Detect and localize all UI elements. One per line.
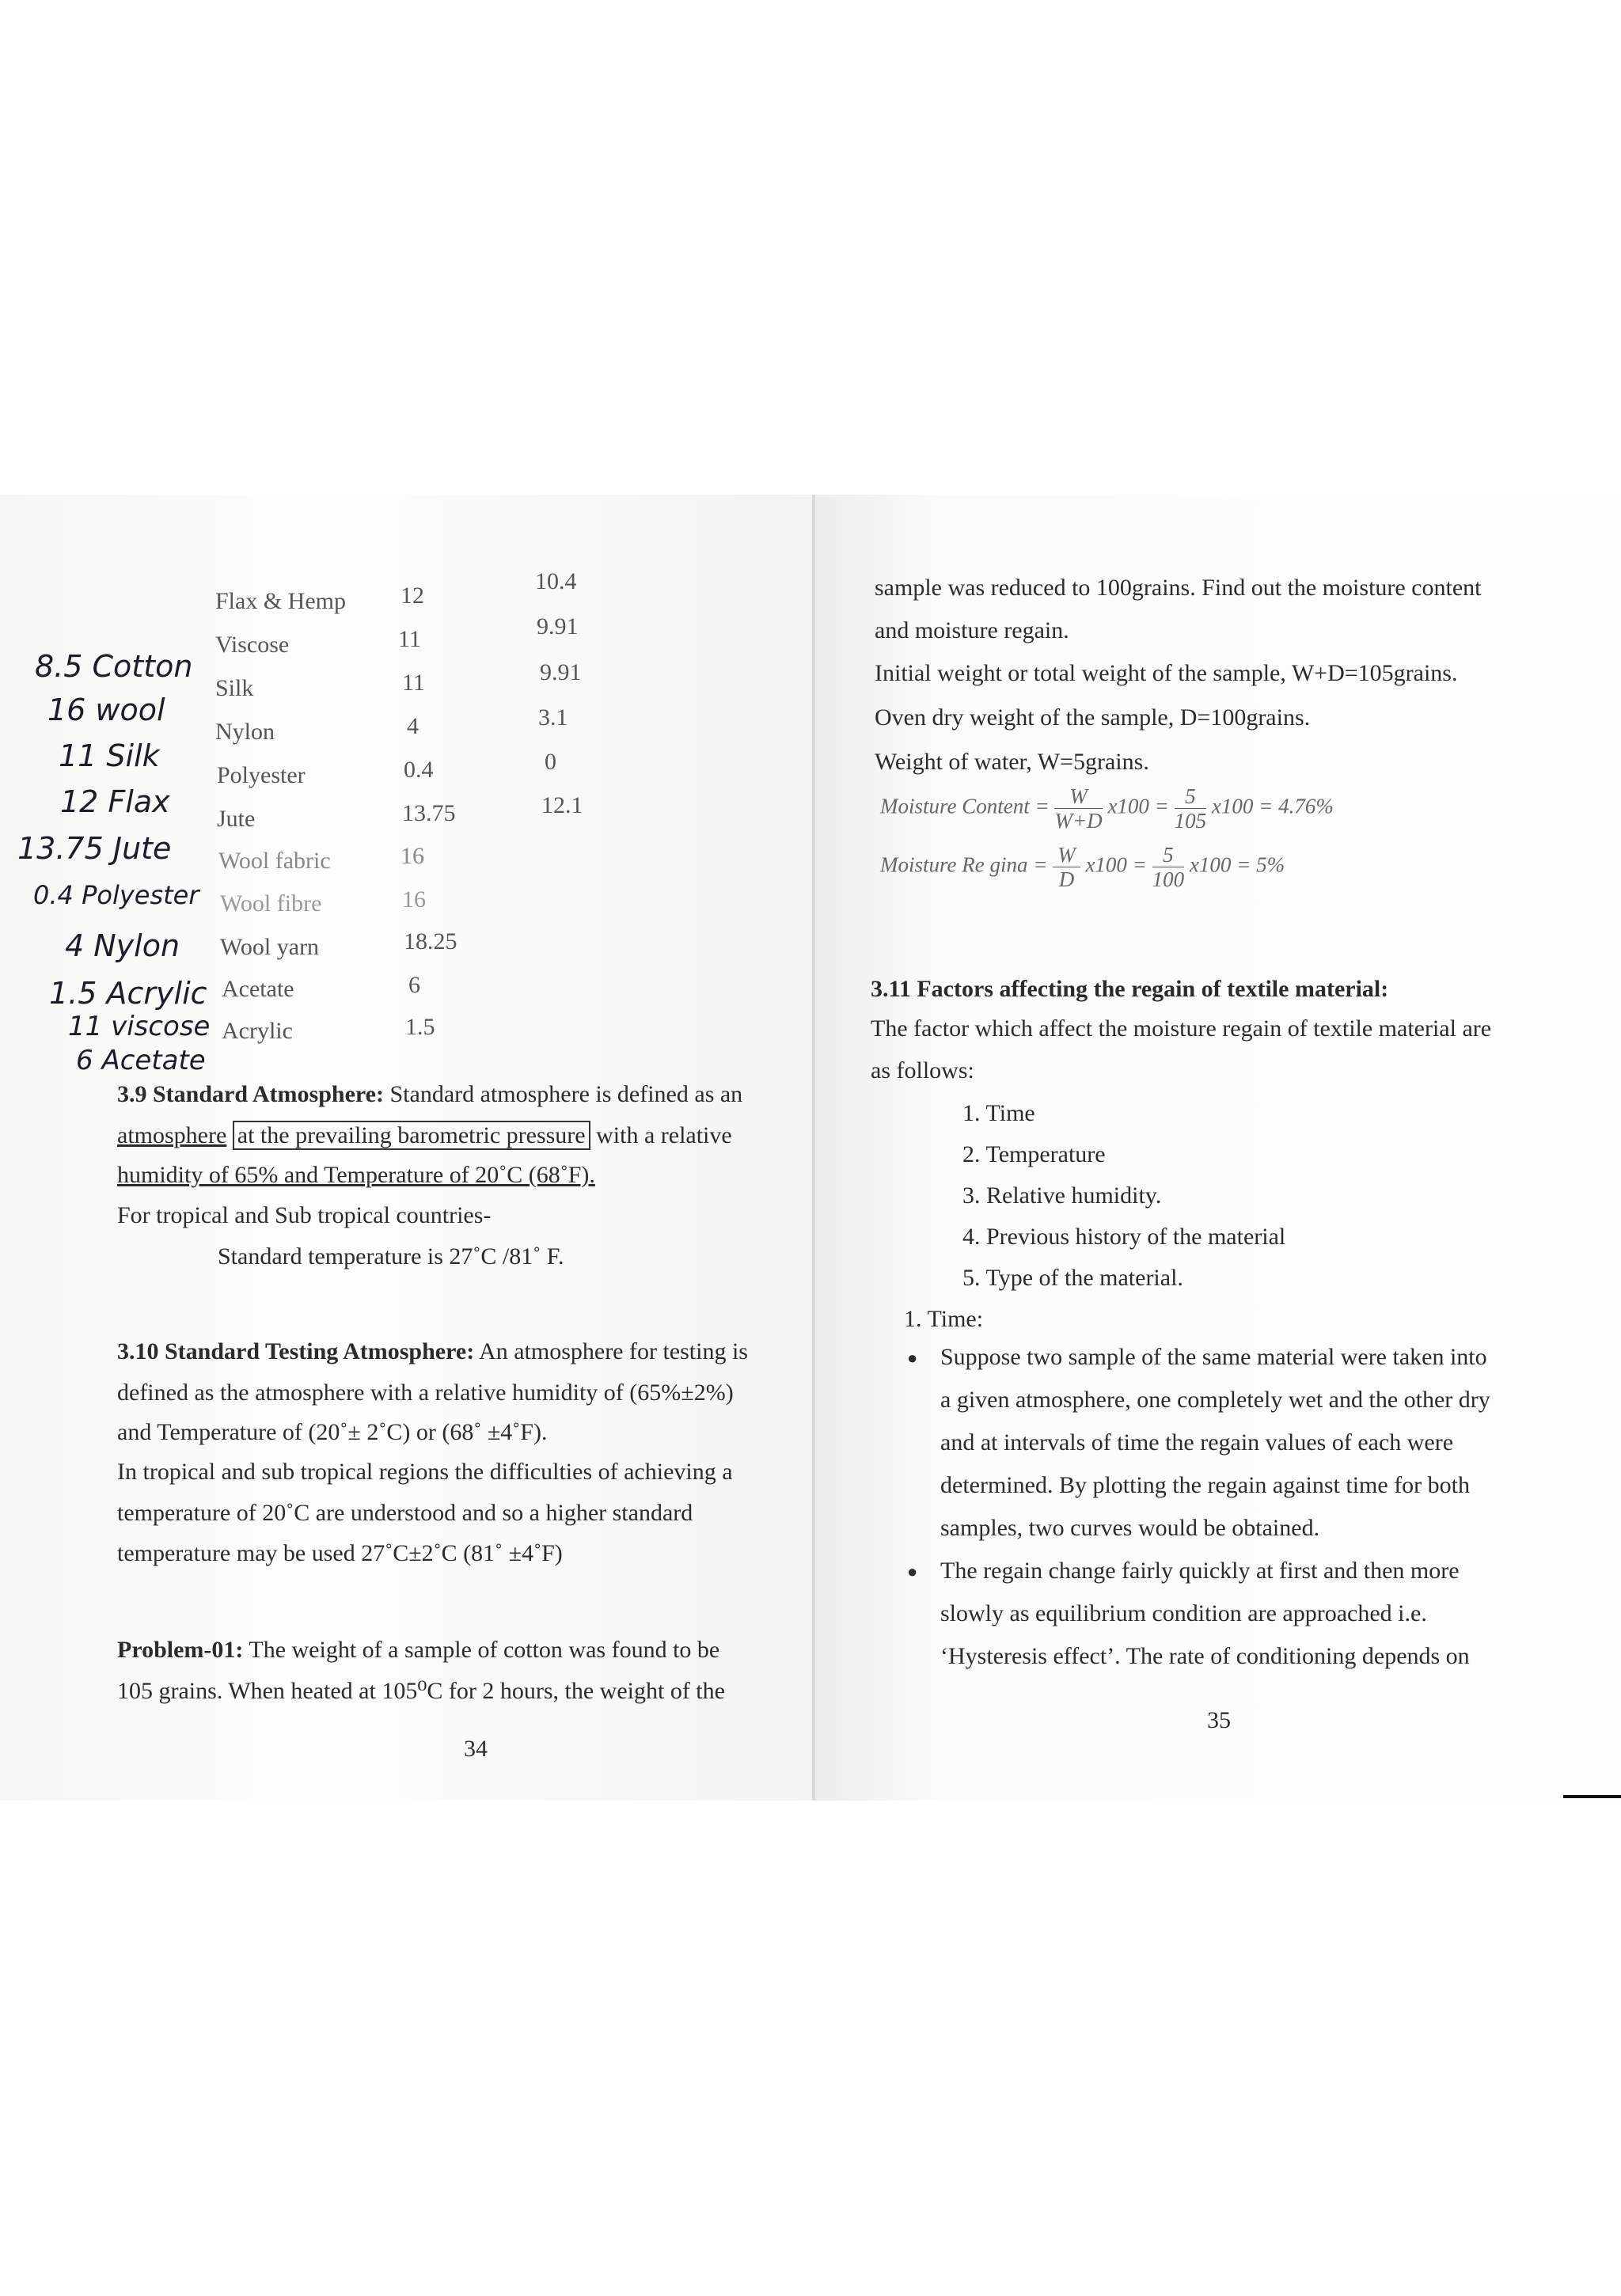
- divider: [1563, 1795, 1621, 1798]
- section-3-9-line-3: humidity of 65% and Temperature of 20˚C (68˚F).: [117, 1162, 595, 1188]
- fibre-name: Jute: [217, 806, 256, 832]
- handwritten-note: 11 Silk: [59, 738, 160, 773]
- bullet-text: slowly as equilibrium condition are approached i.e.: [940, 1600, 1427, 1626]
- section-text: An atmosphere for testing is: [479, 1338, 748, 1364]
- moisture-regain-formula: [880, 843, 1285, 891]
- fibre-value-2: 10.4: [535, 568, 577, 594]
- text-line: Weight of water, W=5grains.: [875, 749, 1149, 775]
- formula-fraction: [1152, 843, 1185, 891]
- bullet-text: Suppose two sample of the same material were taken into: [940, 1344, 1487, 1370]
- bullet-text: samples, two curves would be obtained.: [940, 1515, 1320, 1541]
- section-3-10-line-4: In tropical and sub tropical regions the difficulties of achieving a: [117, 1459, 733, 1485]
- handwritten-note: 16 wool: [47, 693, 165, 727]
- formula-fraction: [1175, 784, 1207, 833]
- fibre-value-2: 0: [545, 749, 556, 775]
- fibre-value-1: 4: [407, 713, 419, 739]
- formula-result: x100 = 5%: [1189, 852, 1285, 877]
- text-line: and moisture regain.: [875, 617, 1069, 643]
- text-line: Oven dry weight of the sample, D=100grains.: [875, 704, 1311, 731]
- fraction-numerator: 5: [1175, 784, 1207, 809]
- left-page: [0, 495, 815, 1801]
- fibre-value-1: 12: [401, 583, 424, 609]
- fibre-value-1: 1.5: [405, 1014, 435, 1040]
- fibre-value-2: 12.1: [541, 792, 583, 818]
- fibre-value-1: 18.25: [404, 928, 457, 954]
- formula-label: Moisture Re gina =: [880, 852, 1048, 877]
- problem-heading: Problem-01:: [117, 1637, 244, 1663]
- fibre-name: Wool fabric: [218, 848, 331, 874]
- section-heading: 3.10 Standard Testing Atmosphere:: [117, 1338, 475, 1364]
- section-heading: 3.9 Standard Atmosphere:: [117, 1081, 384, 1107]
- fraction-numerator: W: [1054, 784, 1102, 809]
- section-3-9-line-4: For tropical and Sub tropical countries-: [117, 1202, 492, 1228]
- problem-line-1: [117, 1634, 719, 1666]
- fibre-value-2: 9.91: [537, 613, 579, 639]
- formula-operator: x100 =: [1107, 794, 1169, 818]
- fibre-name: Acrylic: [222, 1018, 293, 1044]
- section-3-11-text: The factor which affect the moisture regain of textile material are: [871, 1015, 1492, 1042]
- bullet-text: ‘Hysteresis effect’. The rate of conditioning depends on: [940, 1643, 1470, 1669]
- section-3-9-line-5: Standard temperature is 27˚C /81˚ F.: [218, 1243, 564, 1269]
- section-3-10-line-2: defined as the atmosphere with a relative humidity of (65%±2%): [117, 1379, 734, 1406]
- fibre-name: Acetate: [222, 976, 294, 1002]
- moisture-content-formula: [880, 784, 1334, 833]
- time-subheading: 1. Time:: [904, 1306, 984, 1332]
- bullet-icon: ●: [907, 1348, 918, 1368]
- fraction-denominator: D: [1058, 867, 1075, 891]
- factor-item: 2. Temperature: [962, 1141, 1106, 1167]
- fibre-value-1: 0.4: [404, 757, 434, 783]
- formula-label: Moisture Content =: [880, 794, 1050, 818]
- bullet-text: a given atmosphere, one completely wet and the other dry: [940, 1387, 1490, 1413]
- section-3-9-line-2: [117, 1120, 732, 1152]
- factor-item: 5. Type of the material.: [962, 1265, 1183, 1291]
- formula-operator: x100 =: [1085, 852, 1147, 877]
- fibre-name: Silk: [215, 675, 254, 701]
- section-text: Standard atmosphere is defined as an: [389, 1081, 743, 1107]
- fibre-value-2: 3.1: [538, 704, 568, 731]
- right-page: [815, 495, 1621, 1801]
- fraction-numerator: W: [1053, 843, 1080, 867]
- factor-item: 4. Previous history of the material: [962, 1224, 1286, 1250]
- section-3-10-line-1: [117, 1336, 748, 1368]
- bullet-text: and at intervals of time the regain values of each were: [940, 1429, 1454, 1455]
- fraction-denominator: 100: [1152, 867, 1185, 891]
- section-3-9-line-1: [117, 1079, 742, 1110]
- fibre-value-1: 11: [398, 626, 421, 652]
- fibre-value-1: 13.75: [402, 800, 456, 826]
- problem-text: The weight of a sample of cotton was found to be: [249, 1637, 720, 1663]
- fibre-value-1: 16: [402, 886, 426, 913]
- section-3-10-line-3: and Temperature of (20˚± 2˚C) or (68˚ ±4˚F).: [117, 1419, 548, 1445]
- handwritten-note: 11 viscose: [68, 1011, 211, 1042]
- fibre-value-2: 9.91: [540, 659, 582, 685]
- text-line: sample was reduced to 100grains. Find out the moisture content: [875, 575, 1482, 601]
- section-3-10-line-6: temperature may be used 27˚C±2˚C (81˚ ±4˚F): [117, 1540, 563, 1566]
- formula-fraction: [1054, 784, 1102, 833]
- fibre-name: Wool yarn: [220, 934, 320, 960]
- fraction-numerator: 5: [1152, 843, 1185, 867]
- section-3-10-line-5: temperature of 20˚C are understood and so a higher standard: [117, 1500, 693, 1526]
- fibre-value-1: 11: [402, 670, 425, 696]
- handwritten-note: 12 Flax: [60, 784, 170, 819]
- handwritten-note: 1.5 Acrylic: [49, 976, 207, 1011]
- fibre-value-1: 6: [408, 972, 420, 998]
- boxed-phrase: at the prevailing barometric pressure: [233, 1121, 590, 1150]
- problem-line-2: 105 grains. When heated at 105⁰C for 2 hours, the weight of the: [117, 1678, 725, 1704]
- fibre-name: Polyester: [217, 762, 306, 788]
- bullet-icon: ●: [907, 1562, 918, 1581]
- handwritten-note: 4 Nylon: [65, 928, 180, 963]
- factor-item: 3. Relative humidity.: [962, 1182, 1162, 1209]
- section-text: with a relative: [596, 1122, 732, 1148]
- page-number: 34: [464, 1736, 488, 1762]
- handwritten-note: 13.75 Jute: [17, 831, 172, 866]
- factor-item: 1. Time: [962, 1100, 1035, 1126]
- formula-fraction: [1053, 843, 1080, 891]
- handwritten-note: 8.5 Cotton: [35, 649, 193, 684]
- fraction-denominator: 105: [1174, 809, 1207, 833]
- fibre-name: Nylon: [215, 719, 275, 745]
- bullet-text: The regain change fairly quickly at first and then more: [940, 1558, 1460, 1584]
- page-number: 35: [1207, 1707, 1231, 1733]
- handwritten-note: 6 Acetate: [76, 1045, 206, 1076]
- handwritten-note: 0.4 Polyester: [33, 880, 199, 910]
- fraction-denominator: W+D: [1054, 809, 1103, 833]
- fibre-value-1: 16: [401, 843, 424, 869]
- bullet-text: determined. By plotting the regain against time for both: [940, 1472, 1471, 1498]
- section-3-11-text: as follows:: [871, 1057, 974, 1083]
- open-book-scan: [0, 495, 1621, 1801]
- section-text: atmosphere: [117, 1122, 227, 1148]
- section-3-11-heading: 3.11 Factors affecting the regain of textile material:: [871, 976, 1389, 1002]
- fibre-name: Flax & Hemp: [215, 588, 346, 614]
- formula-result: x100 = 4.76%: [1211, 794, 1334, 818]
- text-line: Initial weight or total weight of the sample, W+D=105grains.: [875, 660, 1458, 686]
- fibre-name: Viscose: [215, 632, 290, 658]
- fibre-name: Wool fibre: [220, 890, 322, 917]
